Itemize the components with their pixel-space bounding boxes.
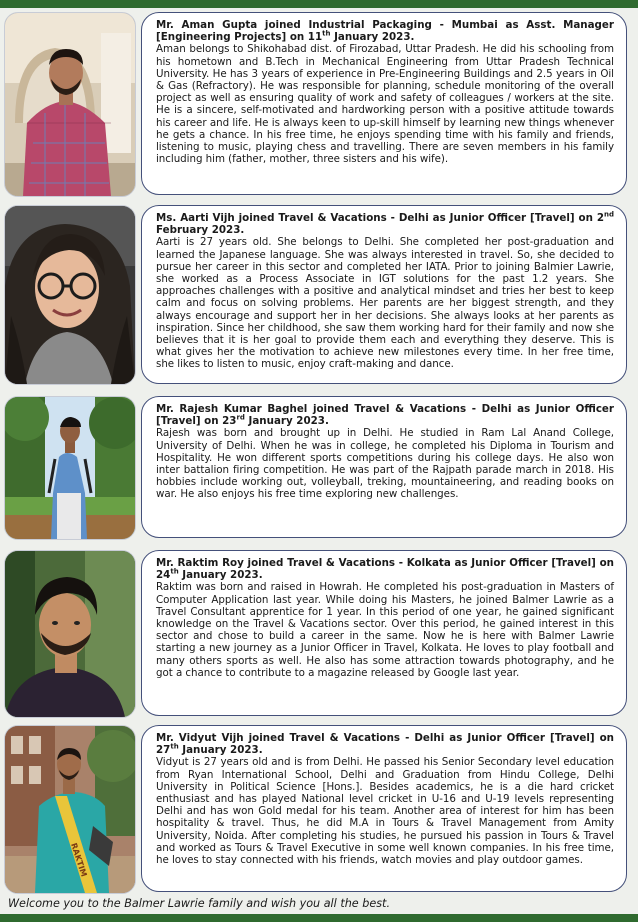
photo-aarti-vijh — [4, 205, 136, 385]
photo-raktim-roy — [4, 550, 136, 718]
card-aarti-vijh — [141, 205, 627, 384]
photo-aman-gupta — [4, 12, 136, 197]
bottom-border — [0, 914, 638, 922]
card-vidyut-vijh — [141, 725, 627, 892]
entry-body: Aarti is 27 years old. She belongs to Delhi. She completed her post-graduation and learned the Japanese language. She was always interested in travel. So, she decided to pursue her career in this sector and completed her IATA. Prior to joining Balmier Lawrie, she worked as a Process Associate in IGT solutions for the past 1.2 years. She approaches challenges with a positive and analytical mindset and tries her best to keep calm and focus on solving problems. Her parents are her biggest strength, and they always encourage and support her in her decisions. She always looks at her parents as inspiration. Since her childhood, she saw them working hard for their family and now she believes that it is her goal to provide them each and everything they deserve. This is what gives her the motivation to achieve new milestones every time. In her free time, she likes to listen to music, enjoy craft-making and dance. — [156, 236, 614, 371]
sash-text: RAKTIM — [69, 841, 89, 878]
entry-title: Mr. Rajesh Kumar Baghel joined Travel & Vacations - Delhi as Junior Officer [Travel] on 23rd January 2023. — [156, 403, 614, 428]
footer-welcome-text: Welcome you to the Balmer Lawrie family and wish you all the best. — [8, 897, 390, 910]
entry-body: Raktim was born and raised in Howrah. He completed his post-graduation in Masters of Computer Application last year. While doing his Masters, he joined Balmer Lawrie as a Travel Consultant apprentice for 1 year. In this period of one year, he gained significant knowledge on the Travel & Vacations sector. Over this period, he gained interest in this sector and chose to build a career in the same. Now he is here with Balmer Lawrie starting a new journey as a Junior Officer in Travel, Kolkata. He loves to play football and many others sports as well. He also has some attraction towards photography, and he got a chance to contribute to a magazine released by Google last year. — [156, 581, 614, 679]
entry-title: Mr. Vidyut Vijh joined Travel & Vacations - Delhi as Junior Officer [Travel] on 27th January 2023. — [156, 732, 614, 757]
card-raktim-roy — [141, 550, 627, 716]
entry-title: Ms. Aarti Vijh joined Travel & Vacations - Delhi as Junior Officer [Travel] on 2nd February 2023. — [156, 210, 614, 237]
entry-body: Aman belongs to Shikohabad dist. of Firozabad, Uttar Pradesh. He did his schooling from his hometown and B.Tech in Mechanical Engineering from Uttar Pradesh Technical University. He has 3 years of experience in Pre-Engineering Buildings and 2.5 years in Oil & Gas (Refractory). He was responsible for planning, schedule monitoring of the overall project as well as ensuring quality of work and safety of colleagues / workers at the site. He is a sincere, self-motivated and hardworking person with a positive attitude towards his career and life. He is always keen to up-skill himself by learning new things whenever he gets a chance. In his free time, he enjoys spending time with his family and friends, listening to music, playing chess and travelling. There are seven members in his family including him (father, mother, three sisters and his wife). — [156, 43, 614, 166]
entry-body: Vidyut is 27 years old and is from Delhi. He passed his Senior Secondary level education from Ryan International School, Delhi and Graduation from Hindu College, Delhi University in Political Science [Hons.]. Besides academics, he is a die hard cricket enthusiast and has played National level cricket in U-16 and U-19 levels representing Delhi and has won Gold medal for his team. Another area of interest for him has been hospitality & travel. Thus, he did M.A in Tours & Travel Management from Amity University, Noida. After completing his studies, he pursued his passion in Tours & Travel and worked as Tours & Travel Executive in some well known companies. In his free time, he loves to stay connected with his friends, watch movies and play outdoor games. — [156, 756, 614, 867]
entry-title: Mr. Aman Gupta joined Industrial Packaging - Mumbai as Asst. Manager [Engineering Projects] on 11th January 2023. — [156, 19, 614, 44]
photo-vidyut-vijh — [4, 725, 136, 894]
entry-title: Mr. Raktim Roy joined Travel & Vacations - Kolkata as Junior Officer [Travel] on 24th January 2023. — [156, 557, 614, 582]
entry-body: Rajesh was born and brought up in Delhi. He studied in Ram Lal Anand College, University of Delhi. When he was in college, he completed his Diploma in Tourism and Hospitality. He won different sports competitions during his college days. He also won inter battalion firing competition. He was part of the Rajpath parade march in 2018. His hobbies include working out, volleyball, treking, mountaineering, and reading books on war. He also enjoys his free time exploring new challenges. — [156, 427, 614, 501]
card-aman-gupta — [141, 12, 627, 195]
card-rajesh-kumar-baghel — [141, 396, 627, 538]
top-border — [0, 0, 638, 8]
photo-rajesh-kumar-baghel — [4, 396, 136, 540]
